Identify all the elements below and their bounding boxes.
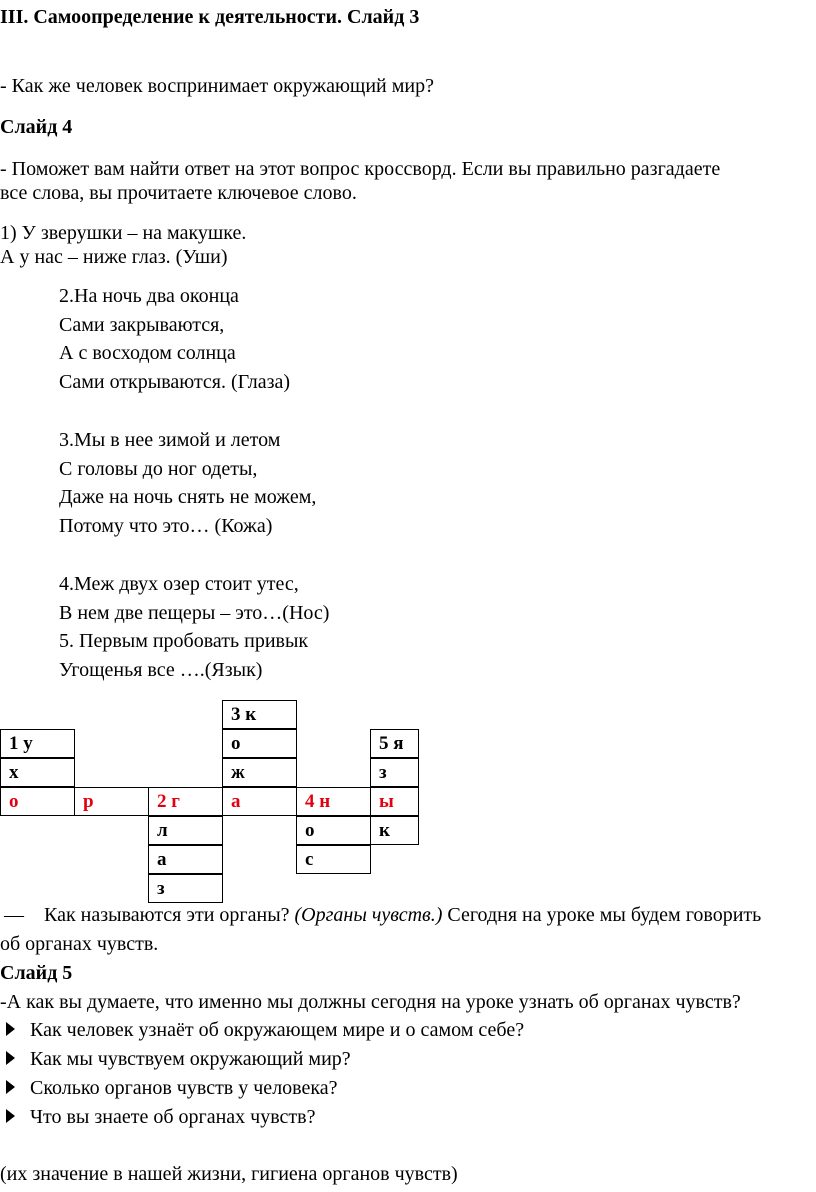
triangle-bullet-icon bbox=[6, 1080, 15, 1094]
crossword-cell: х bbox=[0, 758, 75, 787]
crossword-cell: о bbox=[222, 729, 297, 758]
riddle-3-line-2: С головы до ног одеты, bbox=[59, 458, 258, 480]
heading-slide5: Слайд 5 bbox=[0, 962, 73, 984]
crossword-cell: 3 к bbox=[222, 700, 297, 729]
riddle-5-line-2: Угощенья все ….(Язык) bbox=[59, 659, 263, 681]
intro-line-2: все слова, вы прочитаете ключевое слово. bbox=[0, 182, 357, 204]
crossword-cell: 1 у bbox=[0, 729, 75, 758]
riddle-4-line-1: 4.Меж двух озер стоит утес, bbox=[59, 573, 299, 595]
triangle-bullet-icon bbox=[6, 1022, 15, 1036]
answer-italic: (Органы чувств.) bbox=[294, 904, 443, 926]
crossword-key-cell: о bbox=[0, 787, 75, 816]
riddle-4-line-2: В нем две пещеры – это…(Нос) bbox=[59, 602, 330, 624]
riddle-2-line-3: А с восходом солнца bbox=[59, 342, 236, 364]
triangle-bullet-icon bbox=[6, 1109, 15, 1123]
heading-slide4: Слайд 4 bbox=[0, 116, 73, 138]
riddle-2-line-1: 2.На ночь два оконца bbox=[59, 285, 239, 307]
riddle-2-line-4: Сами открываются. (Глаза) bbox=[59, 371, 291, 393]
crossword-key-cell: ы bbox=[370, 787, 419, 816]
crossword-cell: з bbox=[148, 874, 223, 903]
crossword-cell: з bbox=[370, 758, 419, 787]
crossword-cell: а bbox=[148, 845, 223, 874]
bullet-item: Что вы знаете об органах чувств? bbox=[30, 1106, 316, 1128]
crossword-cell: о bbox=[296, 816, 371, 845]
riddle-5-line-1: 5. Первым пробовать привык bbox=[59, 630, 309, 652]
riddle-3-line-3: Даже на ночь снять не можем, bbox=[59, 486, 317, 508]
crossword-cell: к bbox=[370, 816, 419, 845]
question-line: - Как же человек воспринимает окружающий мир? bbox=[0, 75, 434, 97]
heading-slide3: III. Самоопределение к деятельности. Слайд 3 bbox=[0, 6, 420, 28]
bullet-item: Как мы чувствуем окружающий мир? bbox=[30, 1048, 351, 1070]
riddle-1-line-2: А у нас – ниже глаз. (Уши) bbox=[0, 246, 228, 268]
answer-rest: Сегодня на уроке мы будем говорить bbox=[447, 904, 762, 926]
crossword-key-cell: а bbox=[222, 787, 297, 816]
answer-line-1 bbox=[4, 903, 761, 927]
crossword-cell: 5 я bbox=[370, 729, 419, 758]
crossword-key-cell: 4 н bbox=[296, 787, 371, 816]
riddle-2-line-2: Сами закрываются, bbox=[59, 314, 225, 336]
answer-question: Как называются эти органы? bbox=[44, 904, 290, 926]
slide5-question: -А как вы думаете, что именно мы должны сегодня на уроке узнать об органах чувств? bbox=[0, 991, 741, 1013]
riddle-3-line-1: 3.Мы в нее зимой и летом bbox=[59, 429, 281, 451]
intro-line-1: - Поможет вам найти ответ на этот вопрос кроссворд. Если вы правильно разгадаете bbox=[0, 158, 721, 180]
crossword-cell: с bbox=[296, 845, 371, 874]
crossword-key-cell: 2 г bbox=[148, 787, 223, 816]
bullet-item: Как человек узнаёт об окружающем мире и о самом себе? bbox=[30, 1019, 525, 1041]
triangle-bullet-icon bbox=[6, 1051, 15, 1065]
dash: — bbox=[4, 904, 24, 926]
riddle-1-line-1: 1) У зверушки – на макушке. bbox=[0, 222, 247, 244]
crossword-cell: л bbox=[148, 816, 223, 845]
crossword-key-cell: р bbox=[74, 787, 149, 816]
answer-line-2: об органах чувств. bbox=[0, 933, 159, 955]
crossword-cell: ж bbox=[222, 758, 297, 787]
riddle-3-line-4: Потому что это… (Кожа) bbox=[59, 515, 273, 537]
footer-note: (их значение в нашей жизни, гигиена органов чувств) bbox=[0, 1163, 458, 1185]
bullet-item: Сколько органов чувств у человека? bbox=[30, 1077, 338, 1099]
